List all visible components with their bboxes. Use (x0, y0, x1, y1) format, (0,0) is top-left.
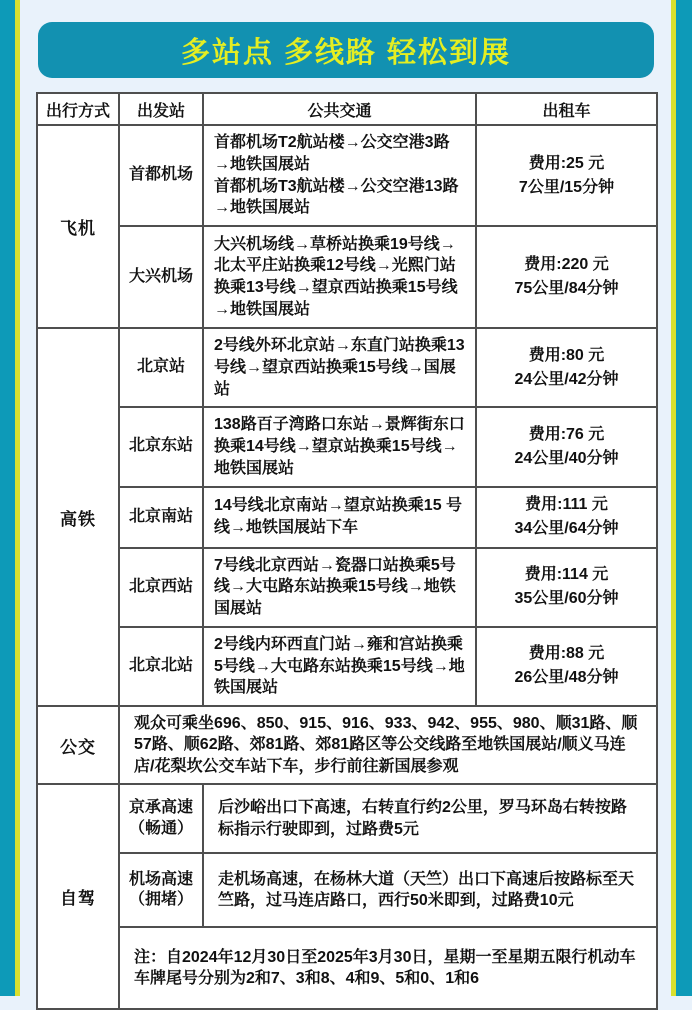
table-row (37, 784, 657, 853)
col-header-transit: 公共交通 (203, 93, 476, 125)
method-cell-rail: 高铁 (37, 328, 119, 706)
banner-title: 多站点 多线路 轻松到展 (180, 36, 512, 69)
table-row (37, 487, 657, 548)
route-line: 首都机场T3航站楼→公交空港13路→地铁国展站 (214, 177, 459, 217)
taxi-detail: 75公里/84分钟 (514, 280, 619, 297)
table-header-row (37, 93, 657, 125)
table-row (37, 328, 657, 407)
taxi-detail: 34公里/64分钟 (514, 520, 619, 537)
restriction-note-cell: 注：自2024年12月30日至2025年3月30日，星期一至星期五限行机动车车牌尾号分别为2和7、3和8、4和9、5和0、1和6 (119, 927, 657, 1009)
station-cell: 北京南站 (119, 487, 203, 548)
left-yellow-stripe (15, 0, 20, 996)
highway-name: 机场高速 (128, 870, 193, 888)
table-row (37, 548, 657, 627)
taxi-detail: 35公里/60分钟 (514, 590, 619, 608)
transit-cell: 2号线内环西直门站→雍和宫站换乘5号线→大屯路东站换乘15号线→地铁国展站 (203, 627, 476, 706)
taxi-detail: 26公里/48分钟 (514, 669, 619, 687)
taxi-detail: 24公里/40分钟 (514, 449, 619, 467)
station-cell: 北京西站 (119, 548, 203, 627)
highway-cell (119, 784, 203, 853)
taxi-cell (476, 226, 657, 328)
table-row (37, 407, 657, 486)
taxi-cell (476, 125, 657, 226)
station-cell: 北京站 (119, 328, 203, 407)
transit-table (36, 92, 658, 1010)
transit-cell (203, 125, 476, 226)
station-cell: 首都机场 (119, 125, 203, 226)
transit-cell: 大兴机场线→草桥站换乘19号线→北太平庄站换乘12号线→光熙门站换乘13号线→望京西站换乘15号线→地铁国展站 (203, 226, 476, 328)
station-cell: 北京东站 (119, 407, 203, 486)
table-row (37, 706, 657, 784)
highway-status: （畅通） (128, 819, 193, 837)
taxi-cell (476, 328, 657, 407)
col-header-taxi: 出租车 (476, 93, 657, 125)
table-row (37, 853, 657, 927)
taxi-cell (476, 487, 657, 548)
highway-cell (119, 853, 203, 927)
taxi-cell (476, 407, 657, 486)
col-header-method: 出行方式 (37, 93, 119, 125)
right-teal-stripe (676, 0, 692, 996)
transit-cell: 2号线外环北京站→东直门站换乘13号线→望京西站换乘15号线→国展站 (203, 328, 476, 407)
taxi-fee: 费用:80 元 (528, 346, 605, 364)
drive-directions-cell: 后沙峪出口下高速，右转直行约2公里，罗马环岛右转按路标指示行驶即到，过路费5元 (203, 784, 657, 853)
transit-cell: 14号线北京南站→望京站换乘15 号线→地铁国展站下车 (203, 487, 476, 548)
transit-cell: 138路百子湾路口东站→景辉街东口换乘14号线→望京站换乘15号线→地铁国展站 (203, 407, 476, 486)
taxi-fee: 费用:111 元 (525, 496, 608, 513)
station-cell: 大兴机场 (119, 226, 203, 328)
bus-info-cell: 观众可乘坐696、850、915、916、933、942、955、980、顺31路、顺57路、顺62路、郊81路、郊81路区等公交线路至地铁国展站/顺义马连店/花梨坎公交车站下车，步行前往新国展参观 (119, 706, 657, 784)
taxi-detail: 7公里/15分钟 (518, 178, 615, 196)
taxi-fee: 费用:76 元 (528, 425, 605, 443)
taxi-cell (476, 627, 657, 706)
table-row (37, 627, 657, 706)
method-cell-drive: 自驾 (37, 784, 119, 1009)
highway-name: 京承高速 (128, 799, 193, 817)
table-row (37, 927, 657, 1009)
table-row (37, 226, 657, 328)
taxi-fee: 费用:88 元 (528, 645, 605, 663)
drive-directions-cell: 走机场高速，在杨林大道（天竺）出口下高速后按路标至天竺路，过马连店路口，西行50米即到，过路费10元 (203, 853, 657, 927)
left-teal-stripe (0, 0, 15, 996)
route-line: 首都机场T2航站楼→公交空港3路→地铁国展站 (214, 134, 450, 173)
taxi-detail: 24公里/42分钟 (514, 370, 619, 388)
taxi-fee: 费用:220 元 (524, 256, 609, 273)
col-header-station: 出发站 (119, 93, 203, 125)
banner (38, 22, 654, 78)
station-cell: 北京北站 (119, 627, 203, 706)
taxi-fee: 费用:114 元 (524, 566, 609, 584)
highway-status: （拥堵） (128, 891, 193, 909)
table-row (37, 125, 657, 226)
method-cell-bus: 公交 (37, 706, 119, 784)
taxi-fee: 费用:25 元 (528, 154, 605, 172)
transit-cell: 7号线北京西站→瓷器口站换乘5号线→大屯路东站换乘15号线→地铁国展站 (203, 548, 476, 627)
method-cell-plane: 飞机 (37, 125, 119, 328)
taxi-cell (476, 548, 657, 627)
